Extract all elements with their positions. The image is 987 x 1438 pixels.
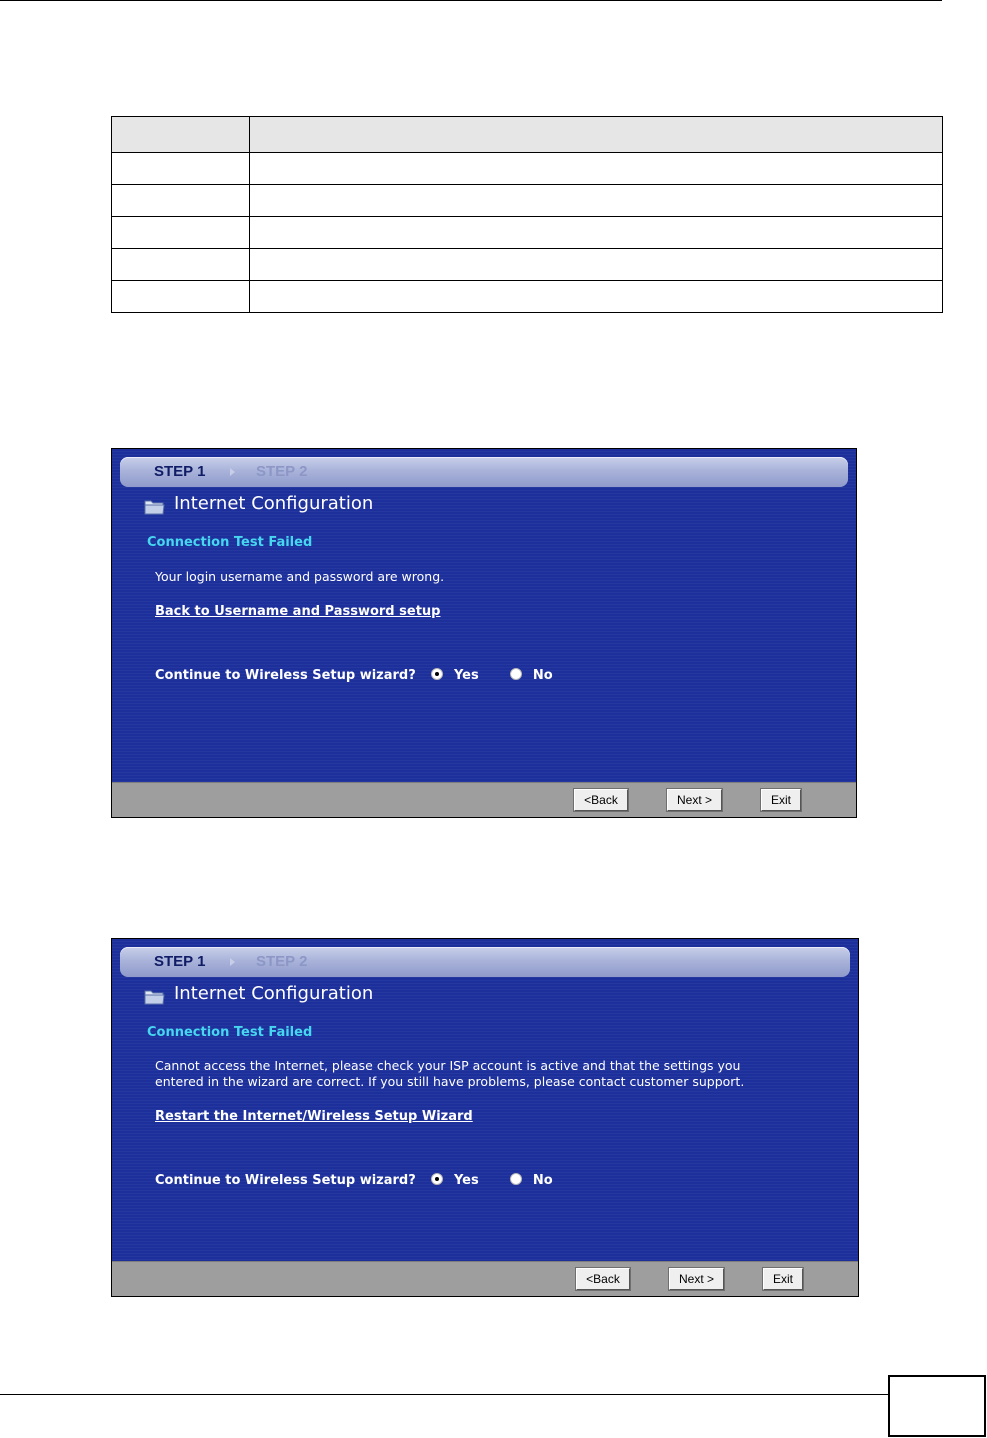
section-heading: Connection Test Failed	[147, 535, 313, 550]
error-message: Your login username and password are wrong.	[155, 569, 445, 584]
radio-yes-label: Yes	[453, 1173, 479, 1188]
button-bar	[112, 1261, 858, 1296]
table-cell	[112, 217, 250, 249]
continue-wizard-label: Continue to Wireless Setup wizard?	[155, 1173, 416, 1188]
button-bar	[112, 782, 856, 817]
table-cell	[250, 249, 943, 281]
table-cell	[250, 185, 943, 217]
step-indicator	[120, 947, 850, 977]
radio-no-label: No	[532, 1173, 553, 1188]
next-button[interactable]: Next >	[669, 1268, 724, 1290]
radio-yes-label: Yes	[453, 668, 479, 683]
table-cell	[112, 185, 250, 217]
table-cell	[250, 217, 943, 249]
continue-wizard-label: Continue to Wireless Setup wizard?	[155, 668, 416, 683]
folder-icon	[144, 498, 165, 515]
error-message-line-1: Cannot access the Internet, please check your ISP account is active and that the settings you	[155, 1058, 741, 1073]
back-button[interactable]: <Back	[576, 1268, 630, 1290]
step-indicator	[120, 457, 848, 487]
table-cell	[112, 281, 250, 313]
page-title: Internet Configuration	[174, 983, 374, 1004]
wizard-panel-no-internet	[111, 938, 859, 1297]
table-cell	[250, 153, 943, 185]
table-row	[112, 185, 943, 217]
header-rule	[0, 0, 942, 1]
continue-wizard-row	[155, 1169, 553, 1187]
radio-yes[interactable]	[431, 668, 443, 680]
step-1-label: STEP 1	[154, 463, 206, 480]
table-row	[112, 281, 943, 313]
table-cell	[250, 281, 943, 313]
error-message-line-2: entered in the wizard are correct. If you still have problems, please contact customer support.	[155, 1074, 745, 1089]
field-description-table	[111, 116, 943, 313]
radio-no-label: No	[532, 668, 553, 683]
radio-yes[interactable]	[431, 1173, 443, 1185]
table-header-cell	[112, 117, 250, 153]
table-row	[112, 153, 943, 185]
exit-button[interactable]: Exit	[761, 789, 801, 811]
table-header-row	[112, 117, 943, 153]
back-button[interactable]: <Back	[574, 789, 628, 811]
continue-wizard-row	[155, 664, 553, 682]
chevron-right-icon	[230, 468, 235, 476]
table-row	[112, 249, 943, 281]
page-number-box	[888, 1375, 986, 1437]
radio-no[interactable]	[510, 668, 522, 680]
step-1-label: STEP 1	[154, 953, 206, 970]
exit-button[interactable]: Exit	[763, 1268, 803, 1290]
footer-rule	[0, 1394, 888, 1395]
step-2-label: STEP 2	[256, 953, 308, 970]
page-title: Internet Configuration	[174, 493, 374, 514]
folder-icon	[144, 988, 165, 1005]
wizard-panel-login-failed	[111, 448, 857, 818]
chevron-right-icon	[230, 958, 235, 966]
table-cell	[112, 249, 250, 281]
radio-no[interactable]	[510, 1173, 522, 1185]
back-to-credentials-link[interactable]: Back to Username and Password setup	[155, 604, 441, 619]
step-2-label: STEP 2	[256, 463, 308, 480]
next-button[interactable]: Next >	[667, 789, 722, 811]
section-heading: Connection Test Failed	[147, 1025, 313, 1040]
table-header-cell	[250, 117, 943, 153]
table-row	[112, 217, 943, 249]
table-cell	[112, 153, 250, 185]
restart-wizard-link[interactable]: Restart the Internet/Wireless Setup Wizard	[155, 1109, 473, 1124]
